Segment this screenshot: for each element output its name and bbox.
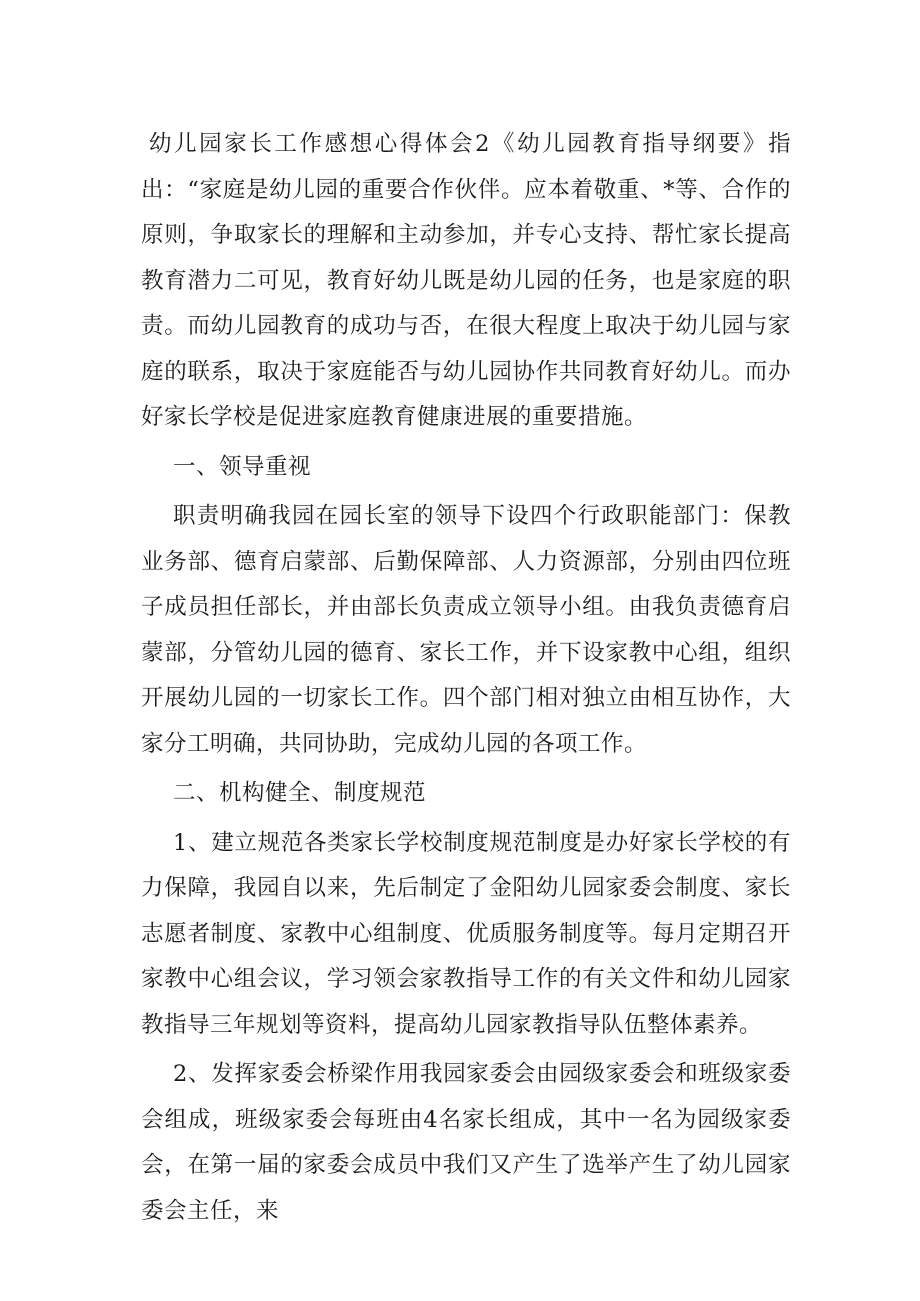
- section-heading-leadership: 一、领导重视: [173, 453, 312, 480]
- section-heading-organization: 二、机构健全、制度规范: [173, 780, 427, 806]
- document-body: [141, 122, 791, 1234]
- committee-paragraph: 2、发挥家委会桥梁作用我园家委会由园级家委会和班级家委会组成，班级家委会每班由4名家长组成，其中一名为园级家委会，在第一届的家委会成员中我们又产生了选举产生了幼儿园家委会主任，来: [141, 1061, 791, 1224]
- intro-paragraph: 幼儿园家长工作感想心得体会2《幼儿园教育指导纲要》指出：“家庭是幼儿园的重要合作伙伴。应本着敬重、*等、合作的原则，争取家长的理解和主动参加，并专心支持、帮忙家长提高教育潜力二可见，教育好幼儿既是幼儿园的任务，也是家庭的职责。而幼儿园教育的成功与否，在很大程度上取决于幼儿园与家庭的联系，取决于家庭能否与幼儿园协作共同教育好幼儿。而办好家长学校是促进家庭教育健康进展的重要措施。: [141, 131, 791, 430]
- leadership-paragraph: 职责明确我园在园长室的领导下设四个行政职能部门：保教业务部、德育启蒙部、后勤保障部、人力资源部，分别由四位班子成员担任部长，并由部长负责成立领导小组。由我负责德育启蒙部，分管幼儿园的德育、家长工作，并下设家教中心组，组织开展幼儿园的一切家长工作。四个部门相对独立由相互协作，大家分工明确，共同协助，完成幼儿园的各项工作。: [141, 503, 791, 757]
- rules-paragraph: 1、建立规范各类家长学校制度规范制度是办好家长学校的有力保障，我园自以来，先后制定了金阳幼儿园家委会制度、家长志愿者制度、家教中心组制度、优质服务制度等。每月定期召开家教中心组会议，学习领会家教指导工作的有关文件和幼儿园家教指导三年规划等资料，提高幼儿园家教指导队伍整体素养。: [141, 829, 791, 1038]
